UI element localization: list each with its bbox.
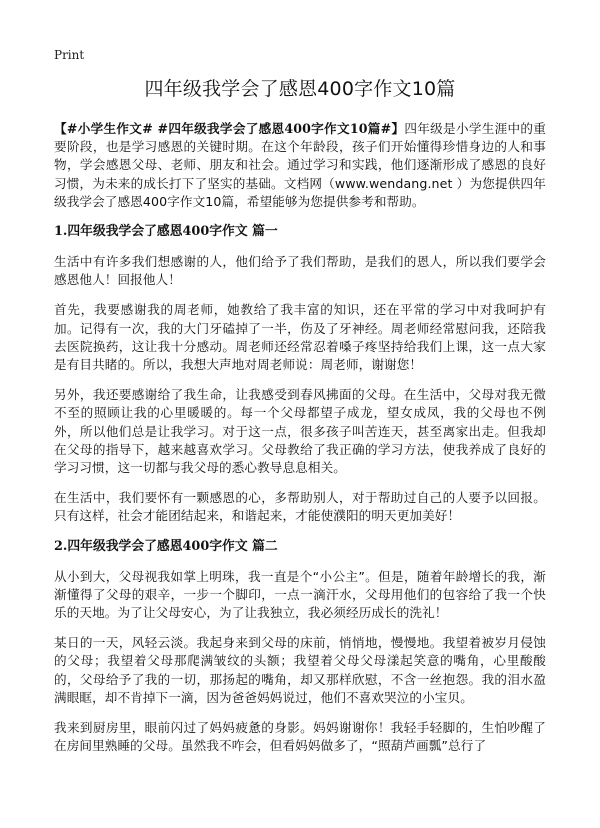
section-1-paragraph: 另外，我还要感谢给了我生命，让我感受到春风拂面的父母。在生活中，父母对我无微不至的照顾让我的心里暖暖的。每一个父母都望子成龙，望女成凤，我的父母也不例外，所以他们总是让我学习。对于这一点，很多孩子叫苦连天，甚至离家出走。但我却在父母的指导下，越来越喜欢学习。父母教给了我正确的学习方法，使我养成了良好的学习习惯，这一切都与我父母的悉心教导息息相关。 [54,387,546,476]
section-1-heading: 1.四年级我学会了感恩400字作文 篇一 [54,224,278,240]
intro-tags: 【#小学生作文# #四年级我学会了感恩400字作文10篇#】 [54,121,405,136]
section-1-paragraph: 生活中有许多我们想感谢的人，他们给予了我们帮助，是我们的恩人，所以我们要学会感恩他人！回报他人！ [54,254,546,288]
section-2-paragraph: 从小到大，父母视我如掌上明珠，我一直是个“小公主”。但是，随着年龄增长的我，渐渐懂得了父母的艰辛，一步一个脚印，一点一滴汗水，父母用他们的包容给了我一个快乐的天地。为了让父母安心，为了让我独立，我必须经历成长的洗礼！ [54,568,546,621]
intro-text: 四年级是小学生涯中的重要阶段，也是学习感恩的关键时期。在这个年龄段，孩子们开始懂得珍惜身边的人和事物，学会感恩父母、老师、朋友和社会。通过学习和实践，他们逐渐形成了感恩的良好习惯，为未来的成长打下了坚实的基础。文档网（www.wendang.net ）为您提供四年级我学会了感恩400字作文10篇，希望能够为您提供参考和帮助。 [54,121,546,209]
print-link[interactable]: Print [54,48,85,62]
section-2-paragraph: 我来到厨房里，眼前闪过了妈妈疲惫的身影。妈妈谢谢你！我轻手轻脚的，生怕吵醒了在房间里熟睡的父母。虽然我不咋会，但看妈妈做多了，“照葫芦画瓢”总行了 [54,720,546,754]
section-2-heading: 2.四年级我学会了感恩400字作文 篇二 [54,538,278,554]
intro-paragraph [54,120,546,211]
section-2-paragraph: 某日的一天，风轻云淡。我起身来到父母的床前，悄悄地，慢慢地。我望着被岁月侵蚀的父母；我望着父母那爬满皱纹的头额；我望着父母父母漾起笑意的嘴角，心里酸酸的，父母给予了我的一切，那扬起的嘴角，却又那样欣慰，不含一丝抱怨。我的泪水盈满眼眶，却不肯掉下一滴，因为爸爸妈妈说过，他们不喜欢哭泣的小宝贝。 [54,635,546,705]
document-title: 四年级我学会了感恩400字作文10篇 [144,78,456,100]
section-1-paragraph: 首先，我要感谢我的周老师，她教给了我丰富的知识，还在平常的学习中对我呵护有加。记得有一次，我的大门牙磕掉了一半，伤及了牙神经。周老师经常慰问我，还陪我去医院换药，这让我十分感动。周老师还经常忍着嗓子疼坚持给我们上课，这一点大家是有目共睹的。所以，我想大声地对周老师说：周老师，谢谢您！ [54,302,546,373]
section-1-paragraph: 在生活中，我们要怀有一颗感恩的心，多帮助别人，对于帮助过自己的人要予以回报。只有这样，社会才能团结起来，和谐起来，才能使濮阳的明天更加美好！ [54,490,546,524]
